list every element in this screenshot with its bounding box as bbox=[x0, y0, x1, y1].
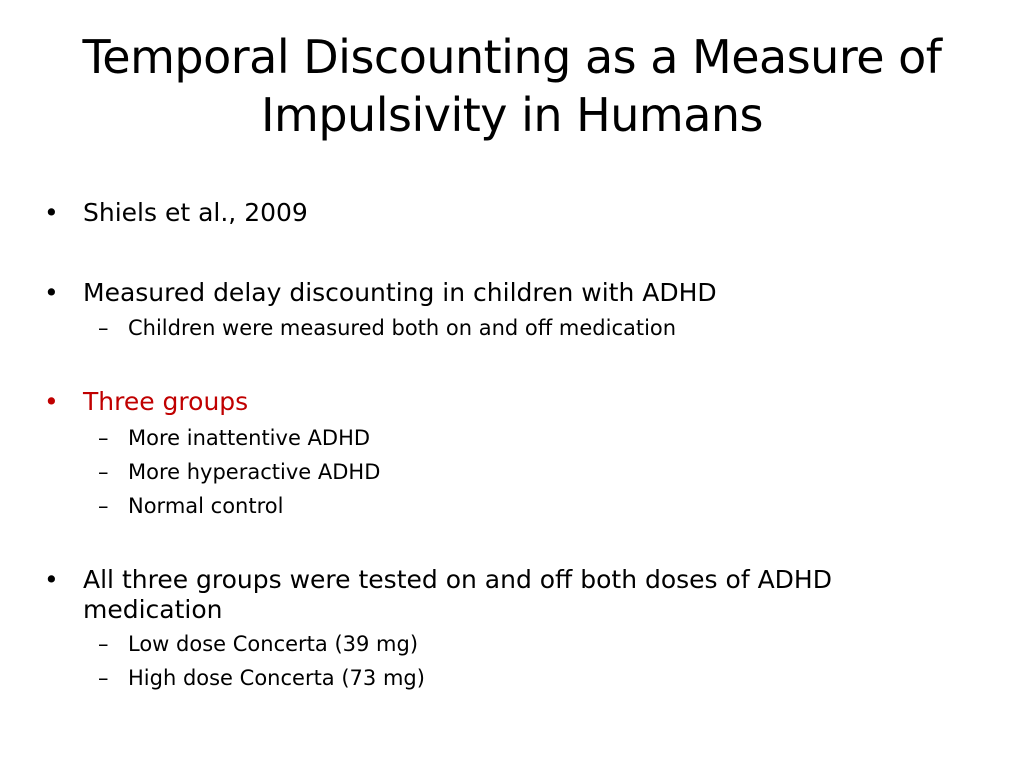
dash-icon: – bbox=[98, 632, 109, 656]
sub-bullet-text: Low dose Concerta (39 mg) bbox=[128, 632, 419, 656]
bullet-text: medication bbox=[83, 595, 223, 624]
slide-title-line-1: Temporal Discounting as a Measure of bbox=[82, 30, 942, 84]
sub-bullet-text: Children were measured both on and off medication bbox=[128, 316, 677, 340]
slide-title-line-2: Impulsivity in Humans bbox=[260, 88, 764, 142]
bullet-icon: • bbox=[44, 387, 59, 416]
dash-icon: – bbox=[98, 666, 109, 690]
bullet-text: Measured delay discounting in children with ADHD bbox=[83, 278, 717, 307]
sub-bullet-text: High dose Concerta (73 mg) bbox=[128, 666, 425, 690]
dash-icon: – bbox=[98, 316, 109, 340]
bullet-icon: • bbox=[44, 565, 59, 594]
bullet-icon: • bbox=[44, 198, 59, 227]
dash-icon: – bbox=[98, 460, 109, 484]
sub-bullet-text: More inattentive ADHD bbox=[128, 426, 371, 450]
bullet-text: Shiels et al., 2009 bbox=[83, 198, 308, 227]
bullet-text: Three groups bbox=[83, 387, 249, 416]
bullet-icon: • bbox=[44, 278, 59, 307]
sub-bullet-text: More hyperactive ADHD bbox=[128, 460, 381, 484]
dash-icon: – bbox=[98, 494, 109, 518]
dash-icon: – bbox=[98, 426, 109, 450]
sub-bullet-text: Normal control bbox=[128, 494, 284, 518]
bullet-text: All three groups were tested on and off both doses of ADHD bbox=[83, 565, 832, 594]
